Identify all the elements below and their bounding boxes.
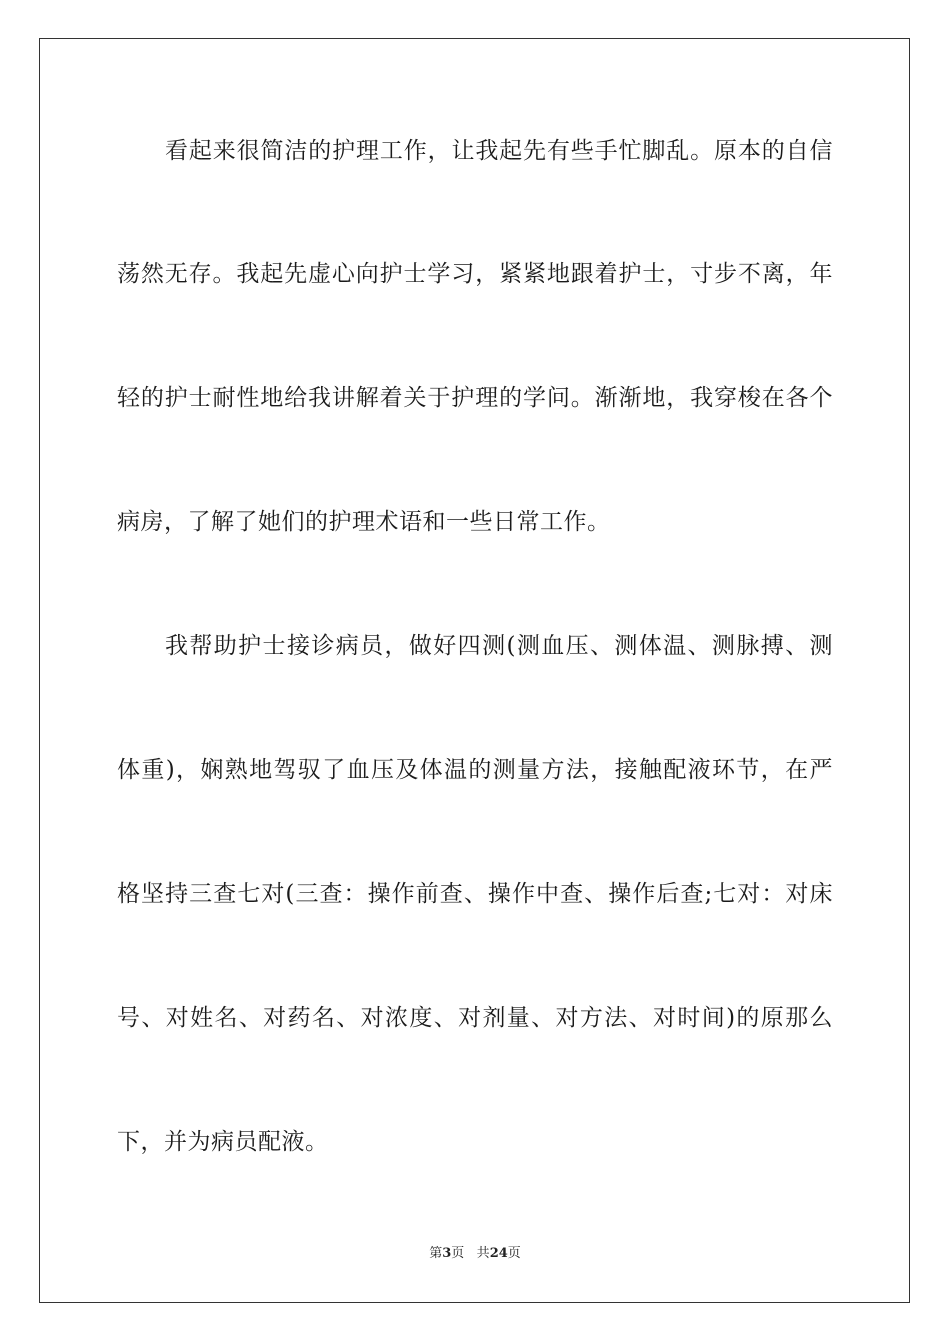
page-suffix: 页	[451, 1246, 465, 1261]
paragraph-1-line-3: 轻的护士耐性地给我讲解着关于护理的学问。渐渐地，我穿梭在各个	[117, 385, 833, 411]
total-suffix: 页	[507, 1246, 521, 1261]
paragraph-2-line-5: 下，并为病员配液。	[117, 1129, 329, 1155]
total-pages-number: 24	[489, 1246, 508, 1261]
paragraph-2-line-4: 号、对姓名、对药名、对浓度、对剂量、对方法、对时间)的原那么	[117, 1005, 833, 1031]
page-prefix: 第	[429, 1246, 443, 1261]
paragraph-2-line-3: 格坚持三查七对(三查：操作前查、操作中查、操作后查;七对：对床	[117, 881, 833, 907]
current-page-number: 3	[442, 1246, 452, 1261]
paragraph-1-line-4: 病房，了解了她们的护理术语和一些日常工作。	[117, 509, 611, 535]
page-footer	[0, 1245, 950, 1263]
total-prefix: 共	[476, 1246, 490, 1261]
paragraph-1-line-1: 看起来很简洁的护理工作，让我起先有些手忙脚乱。原本的自信	[165, 138, 833, 164]
paragraph-1-line-2: 荡然无存。我起先虚心向护士学习，紧紧地跟着护士，寸步不离，年	[117, 261, 833, 287]
page-border	[39, 38, 910, 1303]
paragraph-2-line-2: 体重)，娴熟地驾驭了血压及体温的测量方法，接触配液环节，在严	[117, 757, 833, 783]
paragraph-2-line-1: 我帮助护士接诊病员，做好四测(测血压、测体温、测脉搏、测	[165, 633, 833, 659]
